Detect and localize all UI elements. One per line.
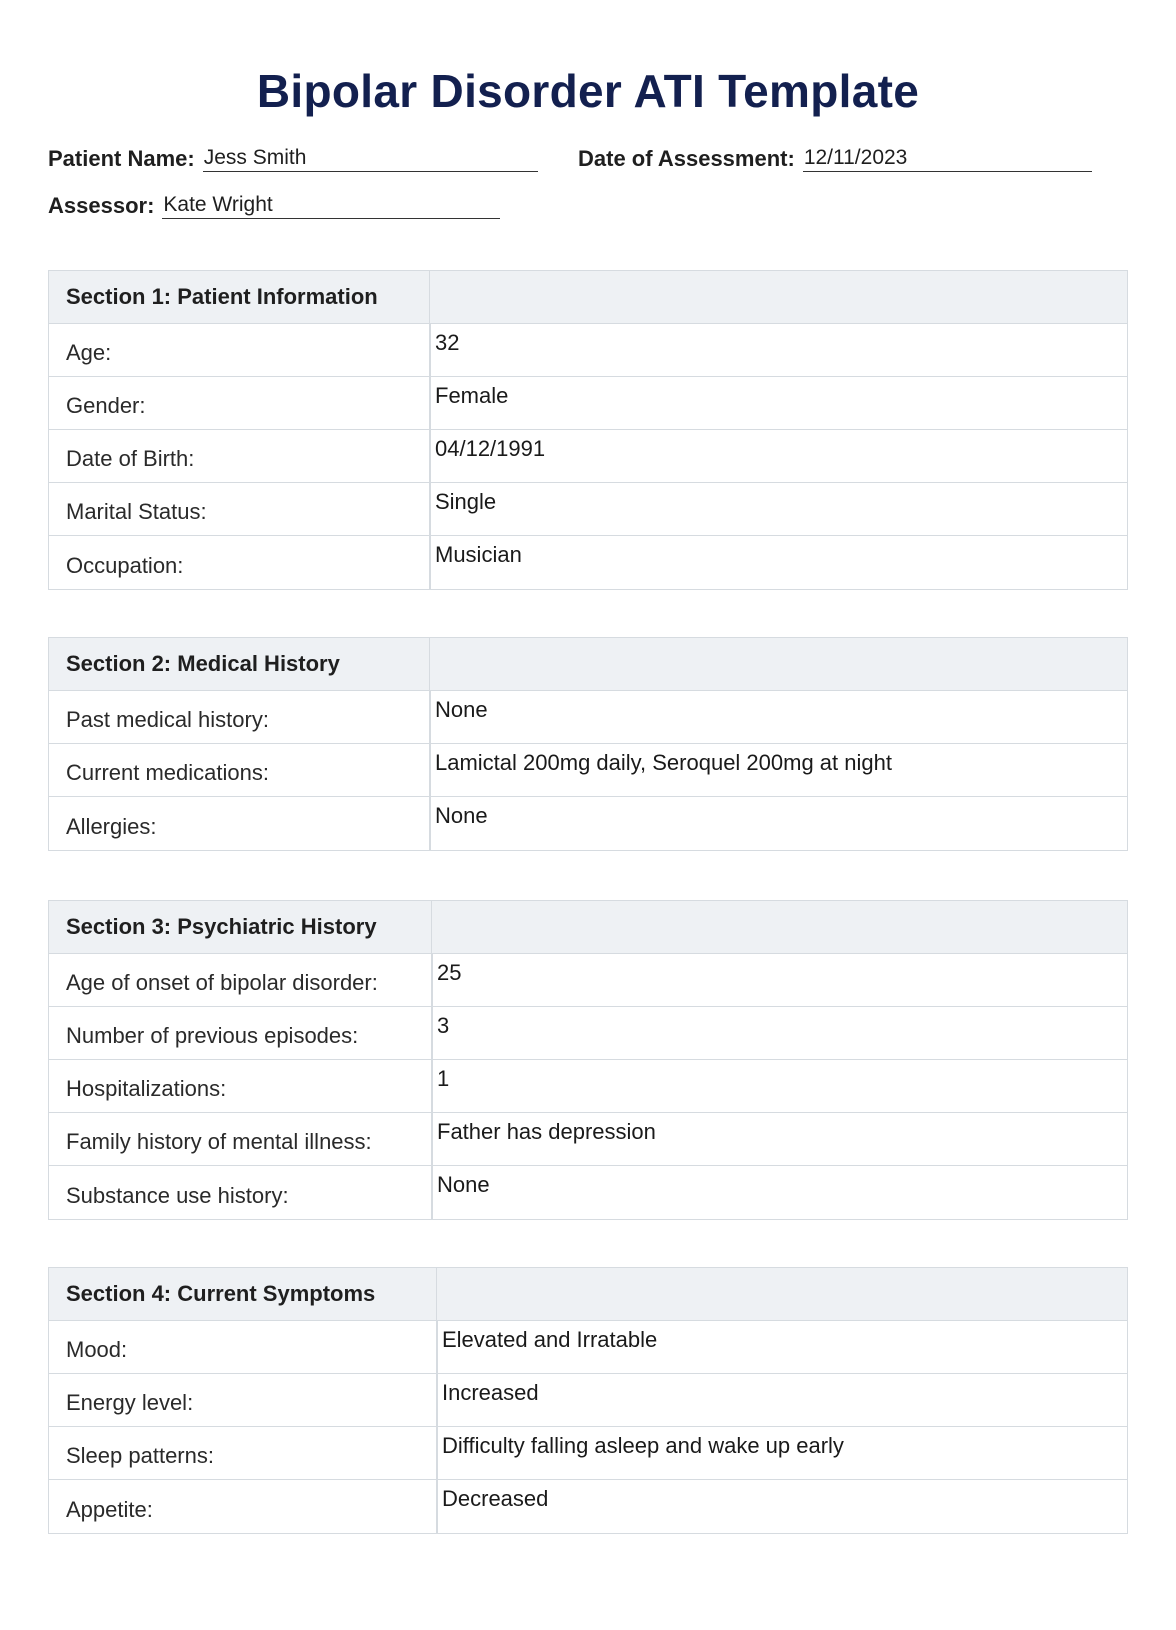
row-value[interactable]: None: [437, 1172, 490, 1197]
table-row: [49, 1060, 1127, 1113]
section-header: [49, 1268, 1127, 1321]
patient-name-field: [48, 145, 538, 172]
row-label: Age:: [49, 324, 431, 376]
row-label: Number of previous episodes:: [49, 1007, 433, 1059]
patient-name-label: Patient Name:: [48, 146, 195, 171]
row-label: Mood:: [49, 1321, 438, 1373]
row-label: Date of Birth:: [49, 430, 431, 482]
table-row: [49, 691, 1127, 744]
row-label: Current medications:: [49, 744, 431, 796]
table-row: [49, 377, 1127, 430]
table-row: [49, 1480, 1127, 1533]
row-label: Energy level:: [49, 1374, 438, 1426]
table-row: [49, 324, 1127, 377]
row-value[interactable]: 1: [437, 1066, 450, 1091]
row-label: Occupation:: [49, 536, 431, 589]
assessment-date-label: Date of Assessment:: [578, 146, 795, 171]
row-value[interactable]: Female: [435, 383, 509, 408]
row-label: Allergies:: [49, 797, 431, 850]
section-title: Section 3: Psychiatric History: [66, 914, 377, 939]
table-row: [49, 1321, 1127, 1374]
row-value[interactable]: 25: [437, 960, 462, 985]
row-value[interactable]: Father has depression: [437, 1119, 656, 1144]
table-row: [49, 536, 1127, 589]
assessor-value[interactable]: Kate Wright: [162, 192, 500, 219]
section-psychiatric-history: [48, 900, 1128, 1220]
section-header: [49, 638, 1127, 691]
row-label: Marital Status:: [49, 483, 431, 535]
assessment-date-field: [578, 145, 1092, 172]
row-value[interactable]: Increased: [442, 1380, 539, 1405]
row-value[interactable]: 3: [437, 1013, 450, 1038]
section-header: [49, 271, 1127, 324]
table-row: [49, 1166, 1127, 1219]
row-value[interactable]: Elevated and Irratable: [442, 1327, 658, 1352]
row-label: Age of onset of bipolar disorder:: [49, 954, 433, 1006]
section-patient-information: [48, 270, 1128, 590]
section-header: [49, 901, 1127, 954]
row-value[interactable]: Musician: [435, 542, 522, 567]
header-divider: [429, 271, 430, 323]
assessor-label: Assessor:: [48, 193, 155, 218]
patient-name-value[interactable]: Jess Smith: [203, 145, 538, 172]
header-divider: [431, 901, 432, 953]
table-row: [49, 954, 1127, 1007]
row-value[interactable]: Decreased: [442, 1486, 549, 1511]
row-value[interactable]: Single: [435, 489, 497, 514]
assessor-field: [48, 192, 500, 219]
document-title: Bipolar Disorder ATI Template: [256, 65, 920, 117]
row-value[interactable]: Difficulty falling asleep and wake up early: [442, 1433, 844, 1458]
row-value[interactable]: None: [435, 697, 488, 722]
section-current-symptoms: [48, 1267, 1128, 1534]
row-label: Substance use history:: [49, 1166, 433, 1219]
row-label: Gender:: [49, 377, 431, 429]
table-row: [49, 1007, 1127, 1060]
table-row: [49, 430, 1127, 483]
row-value[interactable]: Lamictal 200mg daily, Seroquel 200mg at night: [435, 750, 892, 775]
row-value[interactable]: 04/12/1991: [435, 436, 546, 461]
row-label: Appetite:: [49, 1480, 438, 1533]
row-label: Past medical history:: [49, 691, 431, 743]
row-value[interactable]: None: [435, 803, 488, 828]
assessment-date-value[interactable]: 12/11/2023: [803, 145, 1092, 172]
table-row: [49, 744, 1127, 797]
row-value[interactable]: 32: [435, 330, 460, 355]
table-row: [49, 1427, 1127, 1480]
section-title: Section 1: Patient Information: [66, 284, 378, 309]
section-title: Section 2: Medical History: [66, 651, 340, 676]
table-row: [49, 483, 1127, 536]
header-divider: [429, 638, 430, 690]
table-row: [49, 797, 1127, 850]
section-title: Section 4: Current Symptoms: [66, 1281, 376, 1306]
row-label: Hospitalizations:: [49, 1060, 433, 1112]
table-row: [49, 1374, 1127, 1427]
row-label: Family history of mental illness:: [49, 1113, 433, 1165]
header-divider: [436, 1268, 437, 1320]
table-row: [49, 1113, 1127, 1166]
section-medical-history: [48, 637, 1128, 851]
row-label: Sleep patterns:: [49, 1427, 438, 1479]
